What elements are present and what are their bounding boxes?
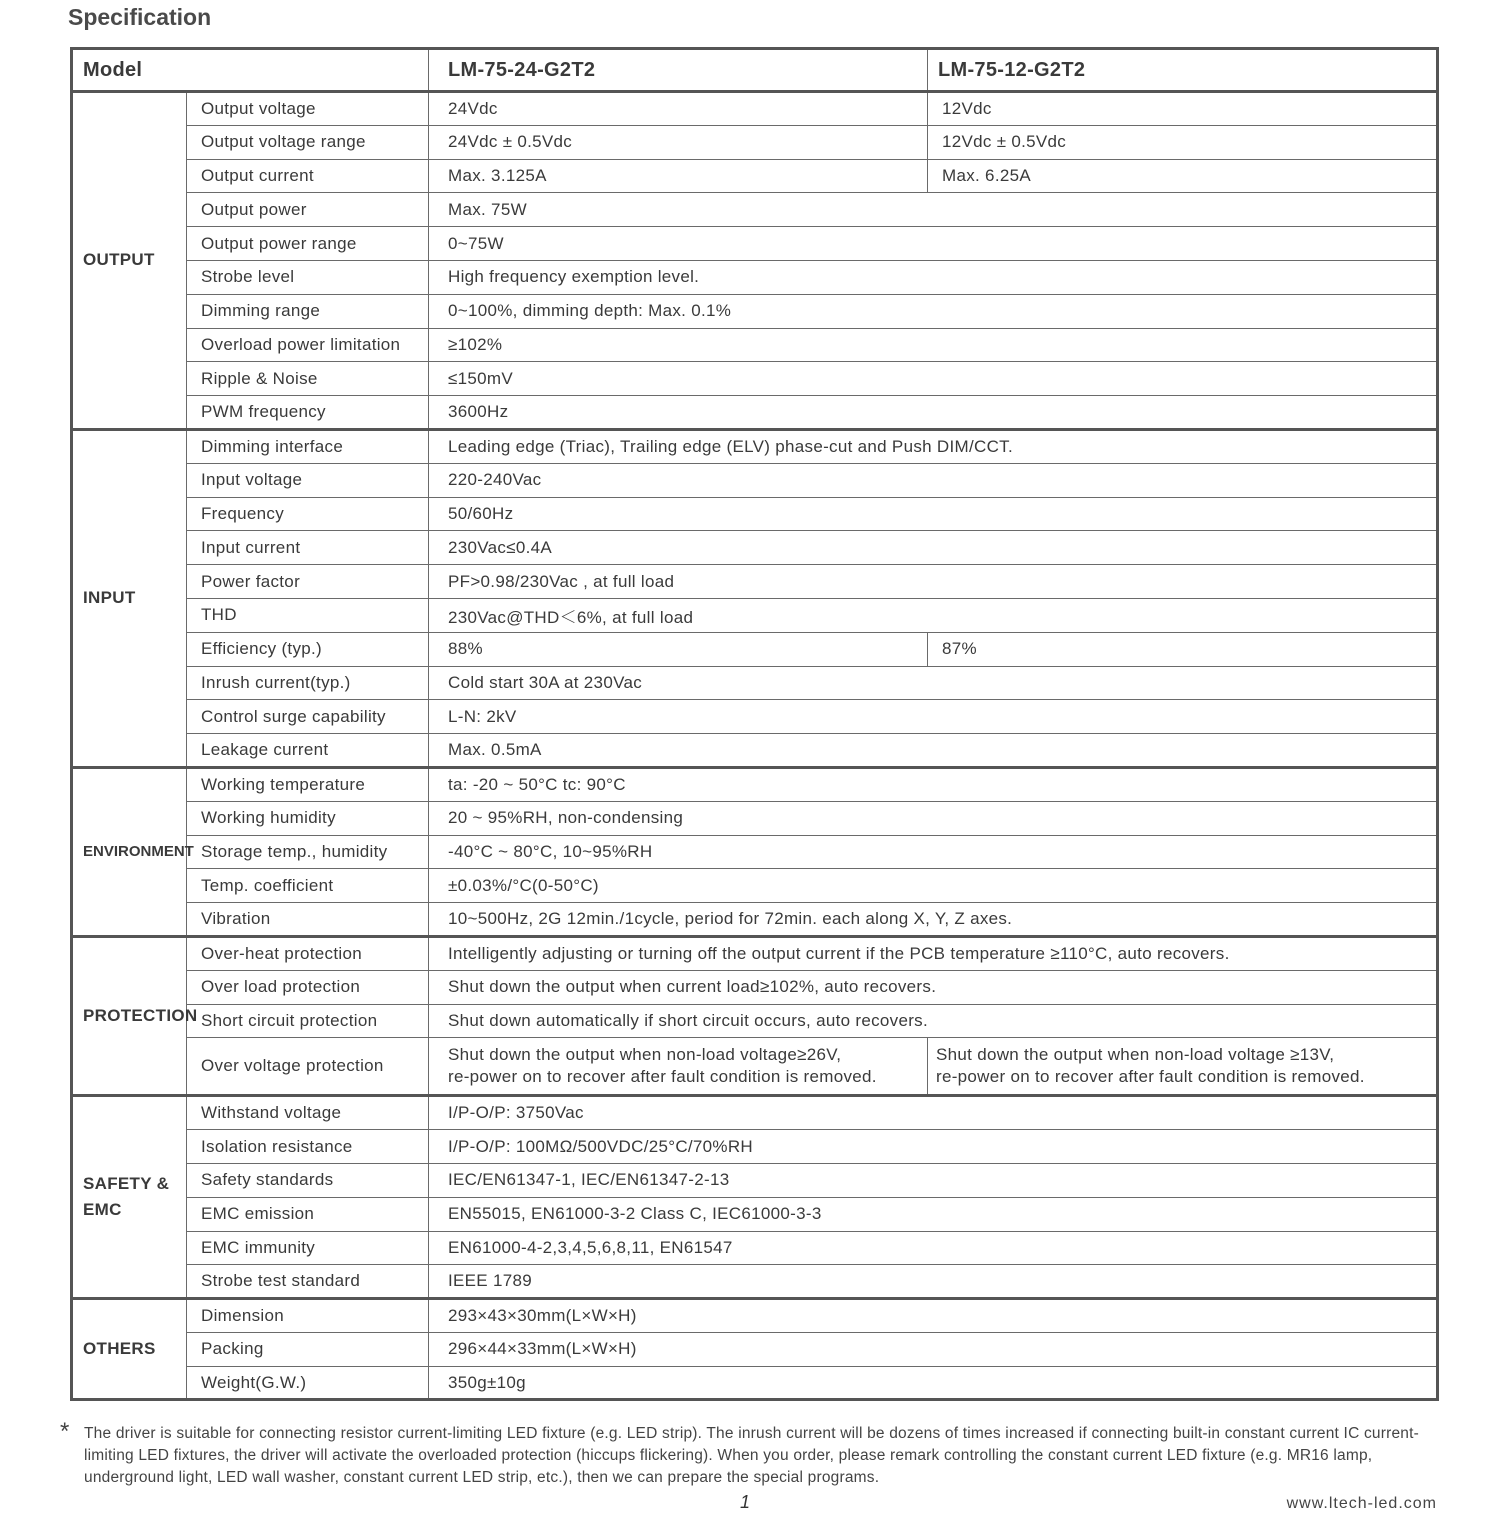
category-output: OUTPUT <box>72 92 187 430</box>
row-value: Max. 75W <box>429 193 1438 227</box>
row-value-col2 <box>928 1038 1438 1096</box>
row-value: ≤150mV <box>429 362 1438 396</box>
row-label: Frequency <box>187 497 429 531</box>
row-label: PWM frequency <box>187 396 429 430</box>
row-value: 350g±10g <box>429 1366 1438 1400</box>
row-label: Dimming range <box>187 294 429 328</box>
row-label: Output power range <box>187 227 429 261</box>
table-row <box>72 869 1438 903</box>
row-value: 296×44×33mm(L×W×H) <box>429 1332 1438 1366</box>
table-row <box>72 1038 1438 1096</box>
row-label: Power factor <box>187 565 429 599</box>
website-url[interactable]: www.ltech-led.com <box>1286 1495 1437 1512</box>
row-value-col2: 87% <box>928 632 1438 666</box>
table-row <box>72 632 1438 666</box>
table-row <box>72 598 1438 632</box>
model-col2-header: LM-75-12-G2T2 <box>928 49 1438 92</box>
category-protection: PROTECTION <box>72 936 187 1095</box>
table-row <box>72 734 1438 768</box>
specification-table <box>70 47 1439 1401</box>
row-value: ±0.03%/°C(0-50°C) <box>429 869 1438 903</box>
row-value: Intelligently adjusting or turning off the output current if the PCB temperature ≥110°C, auto recovers. <box>429 936 1438 970</box>
row-label: Packing <box>187 1332 429 1366</box>
table-row <box>72 835 1438 869</box>
table-row <box>72 328 1438 362</box>
row-label: Over-heat protection <box>187 936 429 970</box>
row-label: Output power <box>187 193 429 227</box>
row-value: IEEE 1789 <box>429 1265 1438 1299</box>
row-label: Output voltage <box>187 92 429 126</box>
row-value: 230Vac≤0.4A <box>429 531 1438 565</box>
table-row <box>72 362 1438 396</box>
row-value-col2: Max. 6.25A <box>928 159 1438 193</box>
table-row <box>72 193 1438 227</box>
table-row <box>72 1366 1438 1400</box>
table-row <box>72 801 1438 835</box>
row-label: Inrush current(typ.) <box>187 666 429 700</box>
row-label: Vibration <box>187 903 429 937</box>
row-value: 0~100%, dimming depth: Max. 0.1% <box>429 294 1438 328</box>
row-value-line: re-power on to recover after fault condition is removed. <box>448 1067 877 1087</box>
row-value-col1: 24Vdc <box>429 92 928 126</box>
row-value-col1: 24Vdc ± 0.5Vdc <box>429 125 928 159</box>
row-label: Isolation resistance <box>187 1130 429 1164</box>
row-value-line: Shut down the output when non-load voltage≥26V, <box>448 1045 842 1065</box>
row-value: 230Vac@THD＜6%, at full load <box>429 598 1438 632</box>
row-label: Efficiency (typ.) <box>187 632 429 666</box>
row-label: Dimming interface <box>187 429 429 463</box>
table-row <box>72 260 1438 294</box>
model-header: Model <box>72 49 429 92</box>
row-value: Shut down the output when current load≥102%, auto recovers. <box>429 970 1438 1004</box>
row-label: Temp. coefficient <box>187 869 429 903</box>
row-value: IEC/EN61347-1, IEC/EN61347-2-13 <box>429 1163 1438 1197</box>
row-label: Output current <box>187 159 429 193</box>
table-row <box>72 125 1438 159</box>
row-label: Input voltage <box>187 463 429 497</box>
row-value: PF>0.98/230Vac , at full load <box>429 565 1438 599</box>
row-label: EMC immunity <box>187 1231 429 1265</box>
row-value: EN55015, EN61000-3-2 Class C, IEC61000-3-3 <box>429 1197 1438 1231</box>
table-row <box>72 429 1438 463</box>
row-label: Over voltage protection <box>187 1038 429 1096</box>
table-row <box>72 1265 1438 1299</box>
table-row <box>72 666 1438 700</box>
row-value-col1: 88% <box>429 632 928 666</box>
table-row <box>72 1163 1438 1197</box>
table-row <box>72 1332 1438 1366</box>
row-label: Strobe test standard <box>187 1265 429 1299</box>
row-value: 20 ~ 95%RH, non-condensing <box>429 801 1438 835</box>
row-label: Ripple & Noise <box>187 362 429 396</box>
row-label: Weight(G.W.) <box>187 1366 429 1400</box>
row-value: -40°C ~ 80°C, 10~95%RH <box>429 835 1438 869</box>
row-value: High frequency exemption level. <box>429 260 1438 294</box>
row-value: 3600Hz <box>429 396 1438 430</box>
row-value: 220-240Vac <box>429 463 1438 497</box>
row-value: Max. 0.5mA <box>429 734 1438 768</box>
table-row <box>72 565 1438 599</box>
table-row <box>72 1299 1438 1333</box>
table-row <box>72 159 1438 193</box>
table-row <box>72 1130 1438 1164</box>
category-input: INPUT <box>72 429 187 767</box>
table-row <box>72 463 1438 497</box>
table-row <box>72 1004 1438 1038</box>
row-value: 293×43×30mm(L×W×H) <box>429 1299 1438 1333</box>
table-row <box>72 1231 1438 1265</box>
table-row <box>72 1197 1438 1231</box>
row-label: Dimension <box>187 1299 429 1333</box>
row-value: Cold start 30A at 230Vac <box>429 666 1438 700</box>
category-line: SAFETY & <box>83 1174 170 1194</box>
row-value-col2: 12Vdc ± 0.5Vdc <box>928 125 1438 159</box>
row-value: EN61000-4-2,3,4,5,6,8,11, EN61547 <box>429 1231 1438 1265</box>
row-value: I/P-O/P: 3750Vac <box>429 1096 1438 1130</box>
category-line: EMC <box>83 1200 122 1220</box>
row-label: Output voltage range <box>187 125 429 159</box>
model-col1-header: LM-75-24-G2T2 <box>429 49 928 92</box>
category-environment: ENVIRONMENT <box>72 767 187 936</box>
row-label: Safety standards <box>187 1163 429 1197</box>
category-safety-emc <box>72 1096 187 1299</box>
row-label: Input current <box>187 531 429 565</box>
row-label: Over load protection <box>187 970 429 1004</box>
table-row <box>72 903 1438 937</box>
footnote-asterisk: * <box>60 1418 70 1445</box>
row-value: 10~500Hz, 2G 12min./1cycle, period for 72min. each along X, Y, Z axes. <box>429 903 1438 937</box>
table-row <box>72 936 1438 970</box>
row-value: Shut down automatically if short circuit occurs, auto recovers. <box>429 1004 1438 1038</box>
table-row <box>72 1096 1438 1130</box>
row-label: Short circuit protection <box>187 1004 429 1038</box>
footnote-text: The driver is suitable for connecting resistor current-limiting LED fixture (e.g. LED strip). The inrush current will be dozens of times increased if connecting built-in constant current IC current-limiting LED fixtures, the driver will activate the overloaded protection (hiccups flickering). When you order, please remark controlling the constant current LED fixture (e.g. MR16 lamp, underground light, LED wall washer, constant current LED strip, etc.), then we can prepare the special programs. <box>84 1425 1419 1486</box>
row-value: ta: -20 ~ 50°C tc: 90°C <box>429 767 1438 801</box>
table-header-row <box>72 49 1438 92</box>
row-value: 0~75W <box>429 227 1438 261</box>
row-value-col1: Max. 3.125A <box>429 159 928 193</box>
row-label: Control surge capability <box>187 700 429 734</box>
table-row <box>72 396 1438 430</box>
category-others: OTHERS <box>72 1299 187 1400</box>
row-value-col1 <box>429 1038 928 1096</box>
page-number: 1 <box>740 1492 751 1512</box>
table-row <box>72 294 1438 328</box>
row-value: Leading edge (Triac), Trailing edge (ELV) phase-cut and Push DIM/CCT. <box>429 429 1438 463</box>
row-value: 50/60Hz <box>429 497 1438 531</box>
row-label: Withstand voltage <box>187 1096 429 1130</box>
table-row <box>72 970 1438 1004</box>
row-label: Overload power limitation <box>187 328 429 362</box>
row-value: ≥102% <box>429 328 1438 362</box>
row-value: I/P-O/P: 100MΩ/500VDC/25°C/70%RH <box>429 1130 1438 1164</box>
row-label: Working humidity <box>187 801 429 835</box>
table-row <box>72 700 1438 734</box>
row-label: Leakage current <box>187 734 429 768</box>
page-title: Specification <box>68 4 212 30</box>
row-label: THD <box>187 598 429 632</box>
table-row <box>72 92 1438 126</box>
table-row <box>72 497 1438 531</box>
table-row <box>72 767 1438 801</box>
row-label: EMC emission <box>187 1197 429 1231</box>
table-row <box>72 531 1438 565</box>
row-value-col2: 12Vdc <box>928 92 1438 126</box>
row-label: Strobe level <box>187 260 429 294</box>
row-value: L-N: 2kV <box>429 700 1438 734</box>
row-value-line: Shut down the output when non-load voltage ≥13V, <box>936 1045 1335 1065</box>
row-label: Storage temp., humidity <box>187 835 429 869</box>
row-label: Working temperature <box>187 767 429 801</box>
table-row <box>72 227 1438 261</box>
row-value-line: re-power on to recover after fault condition is removed. <box>936 1067 1365 1087</box>
